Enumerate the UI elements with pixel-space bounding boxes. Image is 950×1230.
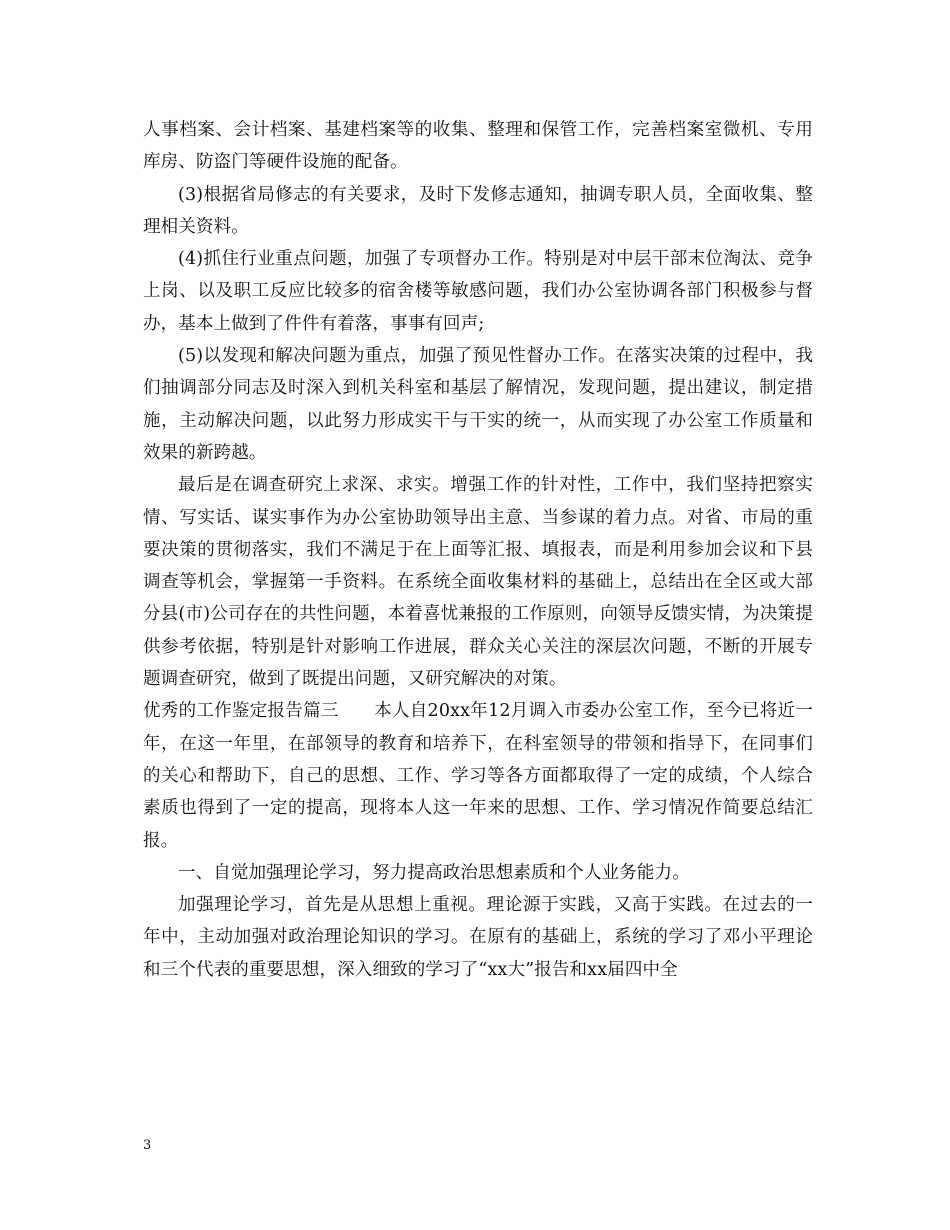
paragraph-5: 最后是在调查研究上求深、求实。增强工作的针对性，工作中，我们坚持把察实情、写实话、谋实事作为办公室协助领导出主意、当参谋的着力点。对省、市局的重要决策的贯彻落实，我们不满足于在上面等汇报、填报表，而是利用参加会议和下县调查等机会，掌握第一手资料。在系统全面收集材料的基础上，总结出在全区或大部分县(市)公司存在的共性问题，本着喜忧兼报的工作原则，向领导反馈实情，为决策提供参考依据，特别是针对影响工作进展，群众关心关注的深层次问题，不断的开展专题调查研究，做到了既提出问题，又研究解决的对策。 [143, 475, 813, 690]
paragraph-4: (5)以发现和解决问题为重点，加强了预见性督办工作。在落实决策的过程中，我们抽调部分同志及时深入到机关科室和基层了解情况，发现问题，提出建议，制定措施，主动解决问题，以此努力形成实干与干实的统一，从而实现了办公室工作质量和效果的新跨越。 [143, 346, 813, 463]
paragraph-3: (4)抓住行业重点问题，加强了专项督办工作。特别是对中层干部末位淘汰、竞争上岗、以及职工反应比较多的宿舍楼等敏感问题，我们办公室协调各部门积极参与督办，基本上做到了件件有着落，事事有回声; [143, 249, 813, 334]
page-number: 3 [143, 1138, 152, 1153]
paragraph-8: 加强理论学习，首先是从思想上重视。理论源于实践，又高于实践。在过去的一年中，主动加强对政治理论知识的学习。在原有的基础上，系统的学习了邓小平理论和三个代表的重要思想，深入细致的学习了“xx大”报告和xx届四中全 [143, 895, 813, 980]
paragraph-1: 人事档案、会计档案、基建档案等的收集、整理和保管工作，完善档案室微机、专用库房、防盗门等硬件设施的配备。 [143, 120, 813, 173]
paragraph-7: 一、自觉加强理论学习，努力提高政治思想素质和个人业务能力。 [178, 862, 690, 883]
document-body [143, 114, 813, 986]
paragraph-2: (3)根据省局修志的有关要求，及时下发修志通知，抽调专职人员，全面收集、整理相关资料。 [143, 184, 813, 237]
paragraph-6: 优秀的工作鉴定报告篇三 本人自20xx年12月调入市委办公室工作，至今已将近一年，在这一年里，在部领导的教育和培养下，在科室领导的带领和指导下，在同事们的关心和帮助下，自己的思想、工作、学习等各方面都取得了一定的成绩，个人综合素质也得到了一定的提高，现将本人这一年来的思想、工作、学习情况作简要总结汇报。 [143, 701, 813, 851]
